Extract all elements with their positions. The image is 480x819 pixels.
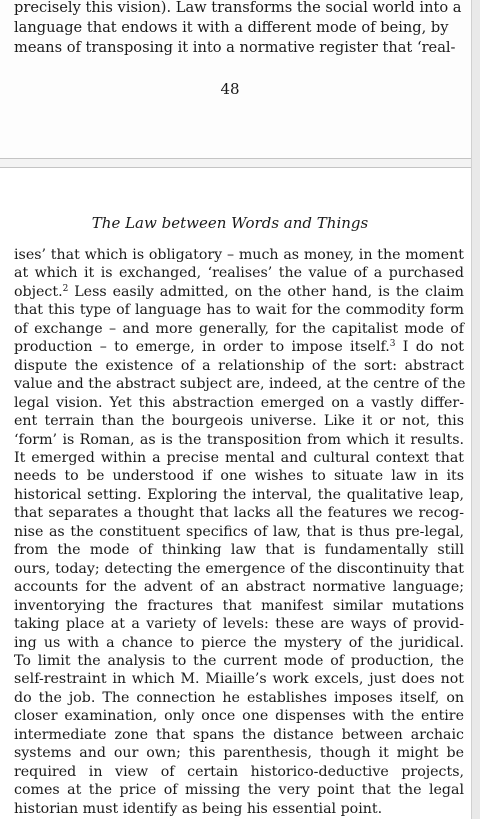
line-text: self-restraint in which M. Miaille’s work excels, just does not <box>14 671 464 688</box>
text-line <box>14 578 464 596</box>
page-divider <box>0 158 472 168</box>
text-line <box>14 800 464 818</box>
text-line <box>14 726 464 744</box>
text-line <box>14 431 464 449</box>
viewer-edge <box>471 0 480 819</box>
text-line <box>14 689 464 707</box>
text-line <box>14 264 464 282</box>
text-line <box>14 246 464 264</box>
line-text: needs to be understood if one wishes to situate law in its <box>14 468 464 485</box>
line-text: object. <box>14 283 63 300</box>
line-text: accounts for the advent of an abstract normative language; <box>14 579 464 596</box>
text-line <box>14 320 464 338</box>
text-line <box>14 560 464 578</box>
text-line <box>14 744 464 762</box>
text-line <box>14 541 464 559</box>
line-text: historian must identify as being his essential point. <box>14 800 383 817</box>
line-text: To limit the analysis to the current mode of production, the <box>14 652 464 669</box>
running-head: The Law between Words and Things <box>91 214 369 232</box>
line-text: historical setting. Exploring the interval, the qualitative leap, <box>14 486 464 503</box>
line-text: that this type of language has to wait for the commodity form <box>14 302 464 319</box>
line-text: ing us with a chance to pierce the mystery of the juridical. <box>14 634 464 651</box>
text-line <box>14 283 464 301</box>
body-text <box>14 246 464 818</box>
text-line <box>14 357 464 375</box>
line-text: ours, today; detecting the emergence of the discontinuity that <box>14 560 464 577</box>
text-line <box>14 707 464 725</box>
line-text: legal vision. Yet this abstraction emerged on a vastly differ- <box>14 394 464 411</box>
text-line <box>14 449 464 467</box>
text-line <box>14 615 464 633</box>
footnote-marker[interactable]: 2 <box>62 283 69 294</box>
footnote-marker[interactable]: 3 <box>389 339 396 350</box>
text-line <box>14 670 464 688</box>
text-line <box>14 412 464 430</box>
text-line <box>14 652 464 670</box>
line-text: dispute the existence of a relationship of the sort: abstract <box>14 357 464 374</box>
line-text: that separates a thought that lacks all the features we recog- <box>14 505 464 522</box>
previous-page-bottom <box>0 0 480 160</box>
line-text: value and the abstract subject are, indeed, at the centre of the <box>14 376 466 393</box>
line-text: taking place at a variety of levels: these are ways of provid- <box>14 616 464 633</box>
line-text: intermediate zone that spans the distance between archaic <box>14 726 464 743</box>
text-line <box>14 338 464 356</box>
text-line <box>14 523 464 541</box>
line-text: systems and our own; this parenthesis, though it might be <box>14 745 464 762</box>
text-line <box>14 467 464 485</box>
text-line <box>14 486 464 504</box>
text-line <box>14 504 464 522</box>
text-line <box>14 781 464 799</box>
text-line <box>14 301 464 319</box>
text-line <box>14 763 464 781</box>
line-text: do the job. The connection he establishes imposes itself, on <box>14 689 464 706</box>
line-text: required in view of certain historico-deductive projects, <box>14 763 464 780</box>
line-text: from the mode of thinking law that is fundamentally still <box>14 542 464 559</box>
line-text: ises’ that which is obligatory – much as money, in the moment <box>14 247 464 263</box>
line-text: at which it is exchanged, ‘realises’ the value of a purchased <box>14 265 464 282</box>
previous-page-text <box>14 0 466 58</box>
line-text: I do not <box>395 339 464 356</box>
line-text: closer examination, only once one dispenses with the entire <box>14 708 464 725</box>
line-text: comes at the price of missing the very point that the legal <box>14 782 464 799</box>
line-text: of exchange – and more generally, for the capitalist mode of <box>14 320 464 337</box>
line-text: It emerged within a precise mental and cultural context that <box>14 449 464 466</box>
text-line: language that endows it with a different mode of being, by <box>14 19 449 36</box>
line-text: inventorying the fractures that manifest similar mutations <box>14 597 464 614</box>
text-line: means of transposing it into a normative register that ‘real- <box>14 39 456 56</box>
line-text: ent terrain than the bourgeois universe. Like it or not, this <box>14 413 464 430</box>
text-line <box>14 634 464 652</box>
page-number: 48 <box>220 80 240 98</box>
line-text: Less easily admitted, on the other hand, is the claim <box>68 283 464 300</box>
text-line <box>14 394 464 412</box>
line-text: nise as the constituent specifics of law, that is thus pre-legal, <box>14 523 464 540</box>
text-line <box>14 597 464 615</box>
line-text: production – to emerge, in order to impose itself. <box>14 339 390 356</box>
line-text: ‘form’ is Roman, as is the transposition from which it results. <box>14 431 464 448</box>
text-line <box>14 375 464 393</box>
text-line: precisely this vision). Law transforms the social world into a <box>14 0 462 16</box>
